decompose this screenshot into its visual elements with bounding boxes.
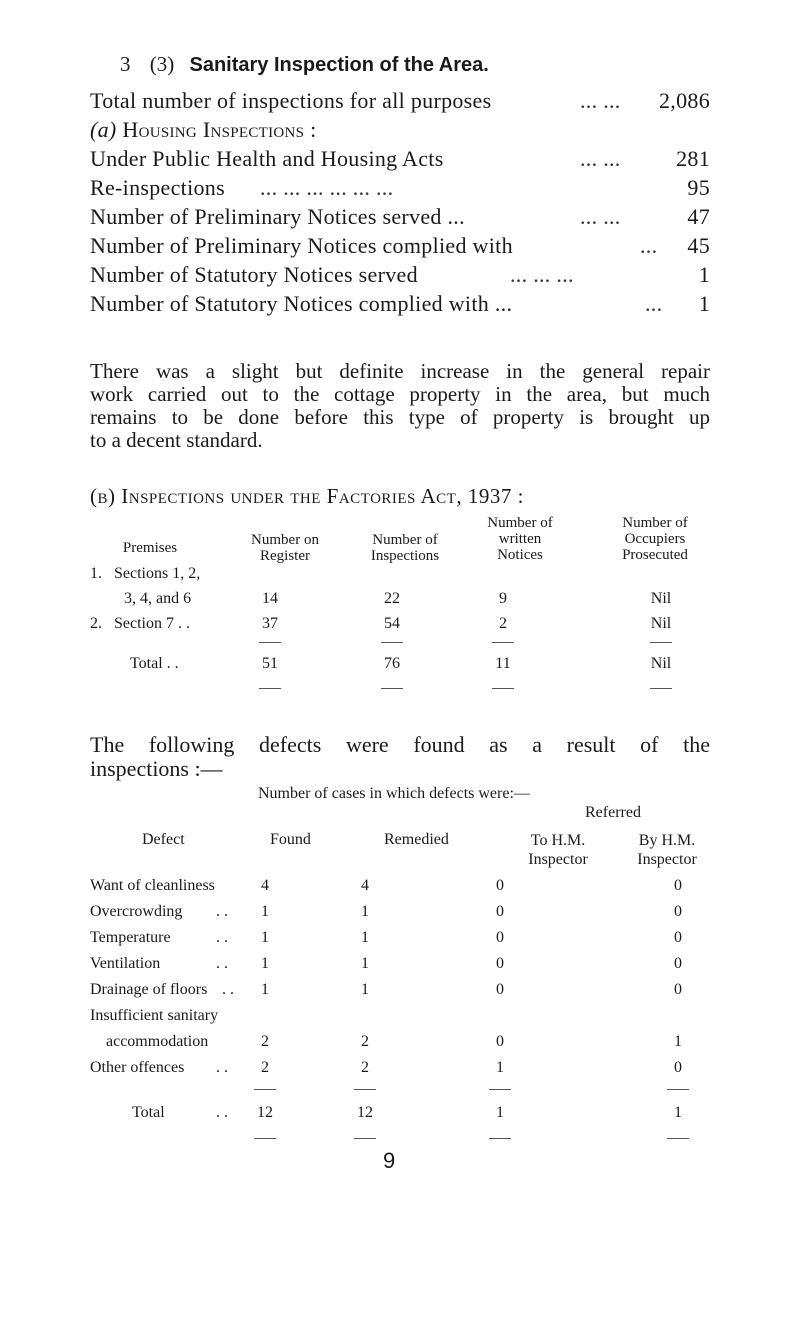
col-header-by-hm: By H.M. Inspector bbox=[637, 832, 697, 868]
divider bbox=[354, 1089, 376, 1090]
prosecuted-cell: Nil bbox=[650, 615, 672, 632]
leader-dots: . . bbox=[216, 929, 228, 946]
defects-total-label: Total bbox=[132, 1104, 165, 1121]
row-label: Number of Statutory Notices complied with ... bbox=[90, 291, 513, 316]
inspection-row bbox=[90, 204, 710, 234]
to-hm-cell: 1 bbox=[496, 1059, 504, 1076]
row-value: 95 bbox=[687, 175, 710, 200]
by-hm-total: 1 bbox=[674, 1104, 682, 1121]
row-label: Re-inspections bbox=[90, 175, 225, 200]
defect-label: Overcrowding bbox=[90, 903, 183, 920]
defect-label: Temperature bbox=[90, 929, 171, 946]
row-number: 2. bbox=[90, 615, 102, 632]
remedied-cell: 1 bbox=[361, 955, 369, 972]
col-header-to-hm: To H.M. Inspector bbox=[528, 832, 588, 868]
housing-paragraph bbox=[90, 360, 710, 452]
section-title: Sanitary Inspection of the Area. bbox=[189, 54, 489, 76]
housing-title: Housing Inspections : bbox=[122, 117, 317, 142]
section-heading bbox=[120, 52, 489, 77]
paragraph-line: remains to be done before this type of property is brought up bbox=[90, 405, 710, 429]
housing-inspections-heading bbox=[90, 117, 710, 147]
leader-dots: ... ... bbox=[580, 88, 621, 113]
row-value: 1 bbox=[698, 291, 710, 316]
total-label: Total . . bbox=[130, 655, 179, 672]
inspections-total: 76 bbox=[384, 655, 400, 672]
remedied-cell: 2 bbox=[361, 1033, 369, 1050]
to-hm-cell: 0 bbox=[496, 1033, 504, 1050]
by-hm-cell: 0 bbox=[674, 929, 682, 946]
inspections-cell: 22 bbox=[384, 590, 400, 607]
inspection-row bbox=[90, 291, 710, 321]
found-cell: 2 bbox=[261, 1059, 269, 1076]
inspection-row bbox=[90, 146, 710, 176]
leader-dots: . . bbox=[216, 1104, 228, 1121]
inspections-cell: 54 bbox=[384, 615, 400, 632]
register-total: 51 bbox=[262, 655, 278, 672]
housing-marker: (a) bbox=[90, 117, 117, 142]
to-hm-total: 1 bbox=[496, 1104, 504, 1121]
defect-label: Other offences bbox=[90, 1059, 185, 1076]
prosecuted-total: Nil bbox=[650, 655, 672, 672]
divider bbox=[354, 1138, 376, 1139]
row-label: Under Public Health and Housing Acts bbox=[90, 146, 444, 171]
premises-cell: 3, 4, and 6 bbox=[124, 590, 192, 607]
remedied-cell: 1 bbox=[361, 903, 369, 920]
divider bbox=[667, 1138, 689, 1139]
defects-intro-line1: The following defects were found as a result of the bbox=[90, 732, 710, 757]
inspection-row bbox=[90, 233, 710, 263]
row-label: Number of Preliminary Notices complied with bbox=[90, 233, 513, 258]
divider bbox=[489, 1089, 511, 1090]
divider bbox=[259, 688, 281, 689]
defects-group-header: Number of cases in which defects were:— bbox=[258, 785, 530, 802]
to-hm-cell: 0 bbox=[496, 903, 504, 920]
premises-cell: Sections 1, 2, bbox=[114, 565, 201, 582]
found-total: 12 bbox=[257, 1104, 273, 1121]
row-label: Number of Statutory Notices served bbox=[90, 262, 418, 287]
to-hm-cell: 0 bbox=[496, 877, 504, 894]
col-header-remedied: Remedied bbox=[384, 831, 449, 848]
col-header-defect: Defect bbox=[142, 831, 185, 848]
by-hm-cell: 0 bbox=[674, 903, 682, 920]
defect-label: Drainage of floors bbox=[90, 981, 208, 998]
paragraph-line: to a decent standard. bbox=[90, 428, 263, 452]
divider bbox=[254, 1138, 276, 1139]
found-cell: 1 bbox=[261, 955, 269, 972]
by-hm-cell: 0 bbox=[674, 981, 682, 998]
divider bbox=[650, 642, 672, 643]
paragraph-line: work carried out to the cottage property in the area, but much bbox=[90, 382, 710, 406]
remedied-cell: 2 bbox=[361, 1059, 369, 1076]
inspection-row bbox=[90, 262, 710, 292]
notices-total: 11 bbox=[495, 655, 511, 672]
row-value: 1 bbox=[698, 262, 710, 287]
by-hm-cell: 1 bbox=[674, 1033, 682, 1050]
col-header-inspections: Number of Inspections bbox=[370, 532, 440, 564]
register-cell: 14 bbox=[262, 590, 278, 607]
remedied-total: 12 bbox=[357, 1104, 373, 1121]
found-cell: 1 bbox=[261, 929, 269, 946]
leader-dots: ... bbox=[640, 233, 658, 258]
defect-label-line2: accommodation bbox=[106, 1033, 209, 1050]
by-hm-cell: 0 bbox=[674, 1059, 682, 1076]
section-number: 3 bbox=[120, 52, 131, 76]
divider bbox=[492, 688, 514, 689]
notices-cell: 9 bbox=[499, 590, 507, 607]
inspections-total-row bbox=[90, 88, 710, 118]
defect-label: Insufficient sanitary bbox=[90, 1007, 219, 1024]
col-header-notices: Number of written Notices bbox=[487, 515, 553, 563]
col-header-prosecuted: Number of Occupiers Prosecuted bbox=[622, 515, 688, 563]
leader-dots: ... ... ... ... ... ... bbox=[260, 175, 394, 200]
leader-dots: . . bbox=[222, 981, 234, 998]
row-value: 281 bbox=[676, 146, 710, 171]
row-value: 2,086 bbox=[659, 88, 710, 113]
leader-dots: . . bbox=[216, 955, 228, 972]
by-hm-cell: 0 bbox=[674, 955, 682, 972]
found-cell: 1 bbox=[261, 981, 269, 998]
inspection-row bbox=[90, 175, 710, 205]
row-label: Number of Preliminary Notices served ... bbox=[90, 204, 465, 229]
leader-dots: ... ... bbox=[580, 204, 621, 229]
divider bbox=[492, 642, 514, 643]
leader-dots: ... bbox=[645, 291, 663, 316]
factories-title: (b) Inspections under the Factories Act, 1937 : bbox=[90, 484, 524, 508]
found-cell: 1 bbox=[261, 903, 269, 920]
leader-dots: . . bbox=[216, 903, 228, 920]
found-cell: 2 bbox=[261, 1033, 269, 1050]
divider bbox=[254, 1089, 276, 1090]
found-cell: 4 bbox=[261, 877, 269, 894]
leader-dots: . . bbox=[216, 1059, 228, 1076]
to-hm-cell: 0 bbox=[496, 929, 504, 946]
divider bbox=[381, 688, 403, 689]
by-hm-cell: 0 bbox=[674, 877, 682, 894]
row-value: 47 bbox=[687, 204, 710, 229]
remedied-cell: 4 bbox=[361, 877, 369, 894]
divider bbox=[650, 688, 672, 689]
subsection-number: (3) bbox=[149, 52, 175, 76]
col-header-found: Found bbox=[270, 831, 311, 848]
page-number: 9 bbox=[383, 1148, 396, 1173]
defect-label: Want of cleanliness bbox=[90, 877, 215, 894]
row-number: 1. bbox=[90, 565, 102, 582]
notices-cell: 2 bbox=[499, 615, 507, 632]
defects-intro-line2: inspections :— bbox=[90, 756, 223, 781]
referred-header: Referred bbox=[585, 804, 641, 821]
divider bbox=[489, 1138, 511, 1139]
row-label: Total number of inspections for all purposes bbox=[90, 88, 492, 113]
divider bbox=[381, 642, 403, 643]
col-header-register: Number on Register bbox=[251, 532, 319, 564]
paragraph-line: There was a slight but definite increase in the general repair bbox=[90, 359, 710, 383]
to-hm-cell: 0 bbox=[496, 955, 504, 972]
row-value: 45 bbox=[687, 233, 710, 258]
register-cell: 37 bbox=[262, 615, 278, 632]
divider bbox=[667, 1089, 689, 1090]
divider bbox=[259, 642, 281, 643]
leader-dots: ... ... ... bbox=[510, 262, 574, 287]
prosecuted-cell: Nil bbox=[650, 590, 672, 607]
leader-dots: ... ... bbox=[580, 146, 621, 171]
to-hm-cell: 0 bbox=[496, 981, 504, 998]
col-header-premises: Premises bbox=[122, 540, 178, 556]
defect-label: Ventilation bbox=[90, 955, 161, 972]
premises-cell: Section 7 . . bbox=[114, 615, 190, 632]
remedied-cell: 1 bbox=[361, 929, 369, 946]
remedied-cell: 1 bbox=[361, 981, 369, 998]
